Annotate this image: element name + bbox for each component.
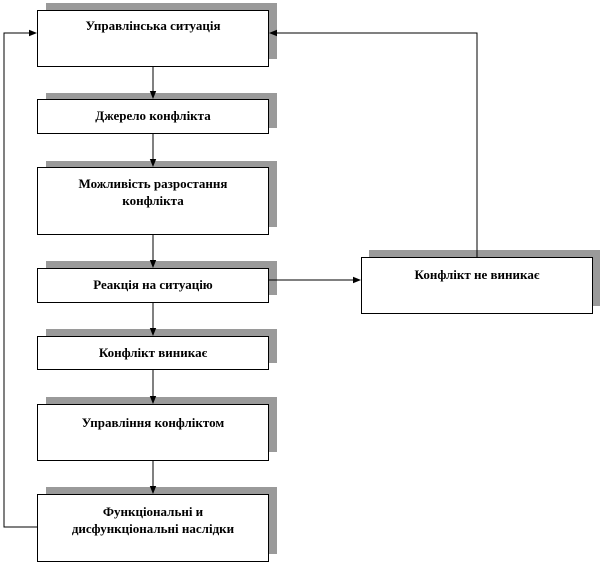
node-reaction-label: Реакція на ситуацію	[37, 268, 269, 303]
node-no-conflict-label: Конфлікт не виникає	[361, 257, 593, 314]
node-management-situation-label: Управлінська ситуація	[37, 10, 269, 67]
connector-consequences-feedback	[4, 33, 37, 527]
connector-no-conflict-feedback	[270, 33, 477, 257]
node-conflict-arises-label: Конфлікт виникає	[37, 336, 269, 370]
node-conflict-source-label: Джерело конфлікта	[37, 99, 269, 134]
node-escalation-possibility-label: Можливість разростання конфлікта	[37, 167, 269, 235]
node-consequences-label: Функціональні и дисфункціональні наслідки	[37, 494, 269, 562]
node-conflict-management-label: Управління конфліктом	[37, 404, 269, 461]
